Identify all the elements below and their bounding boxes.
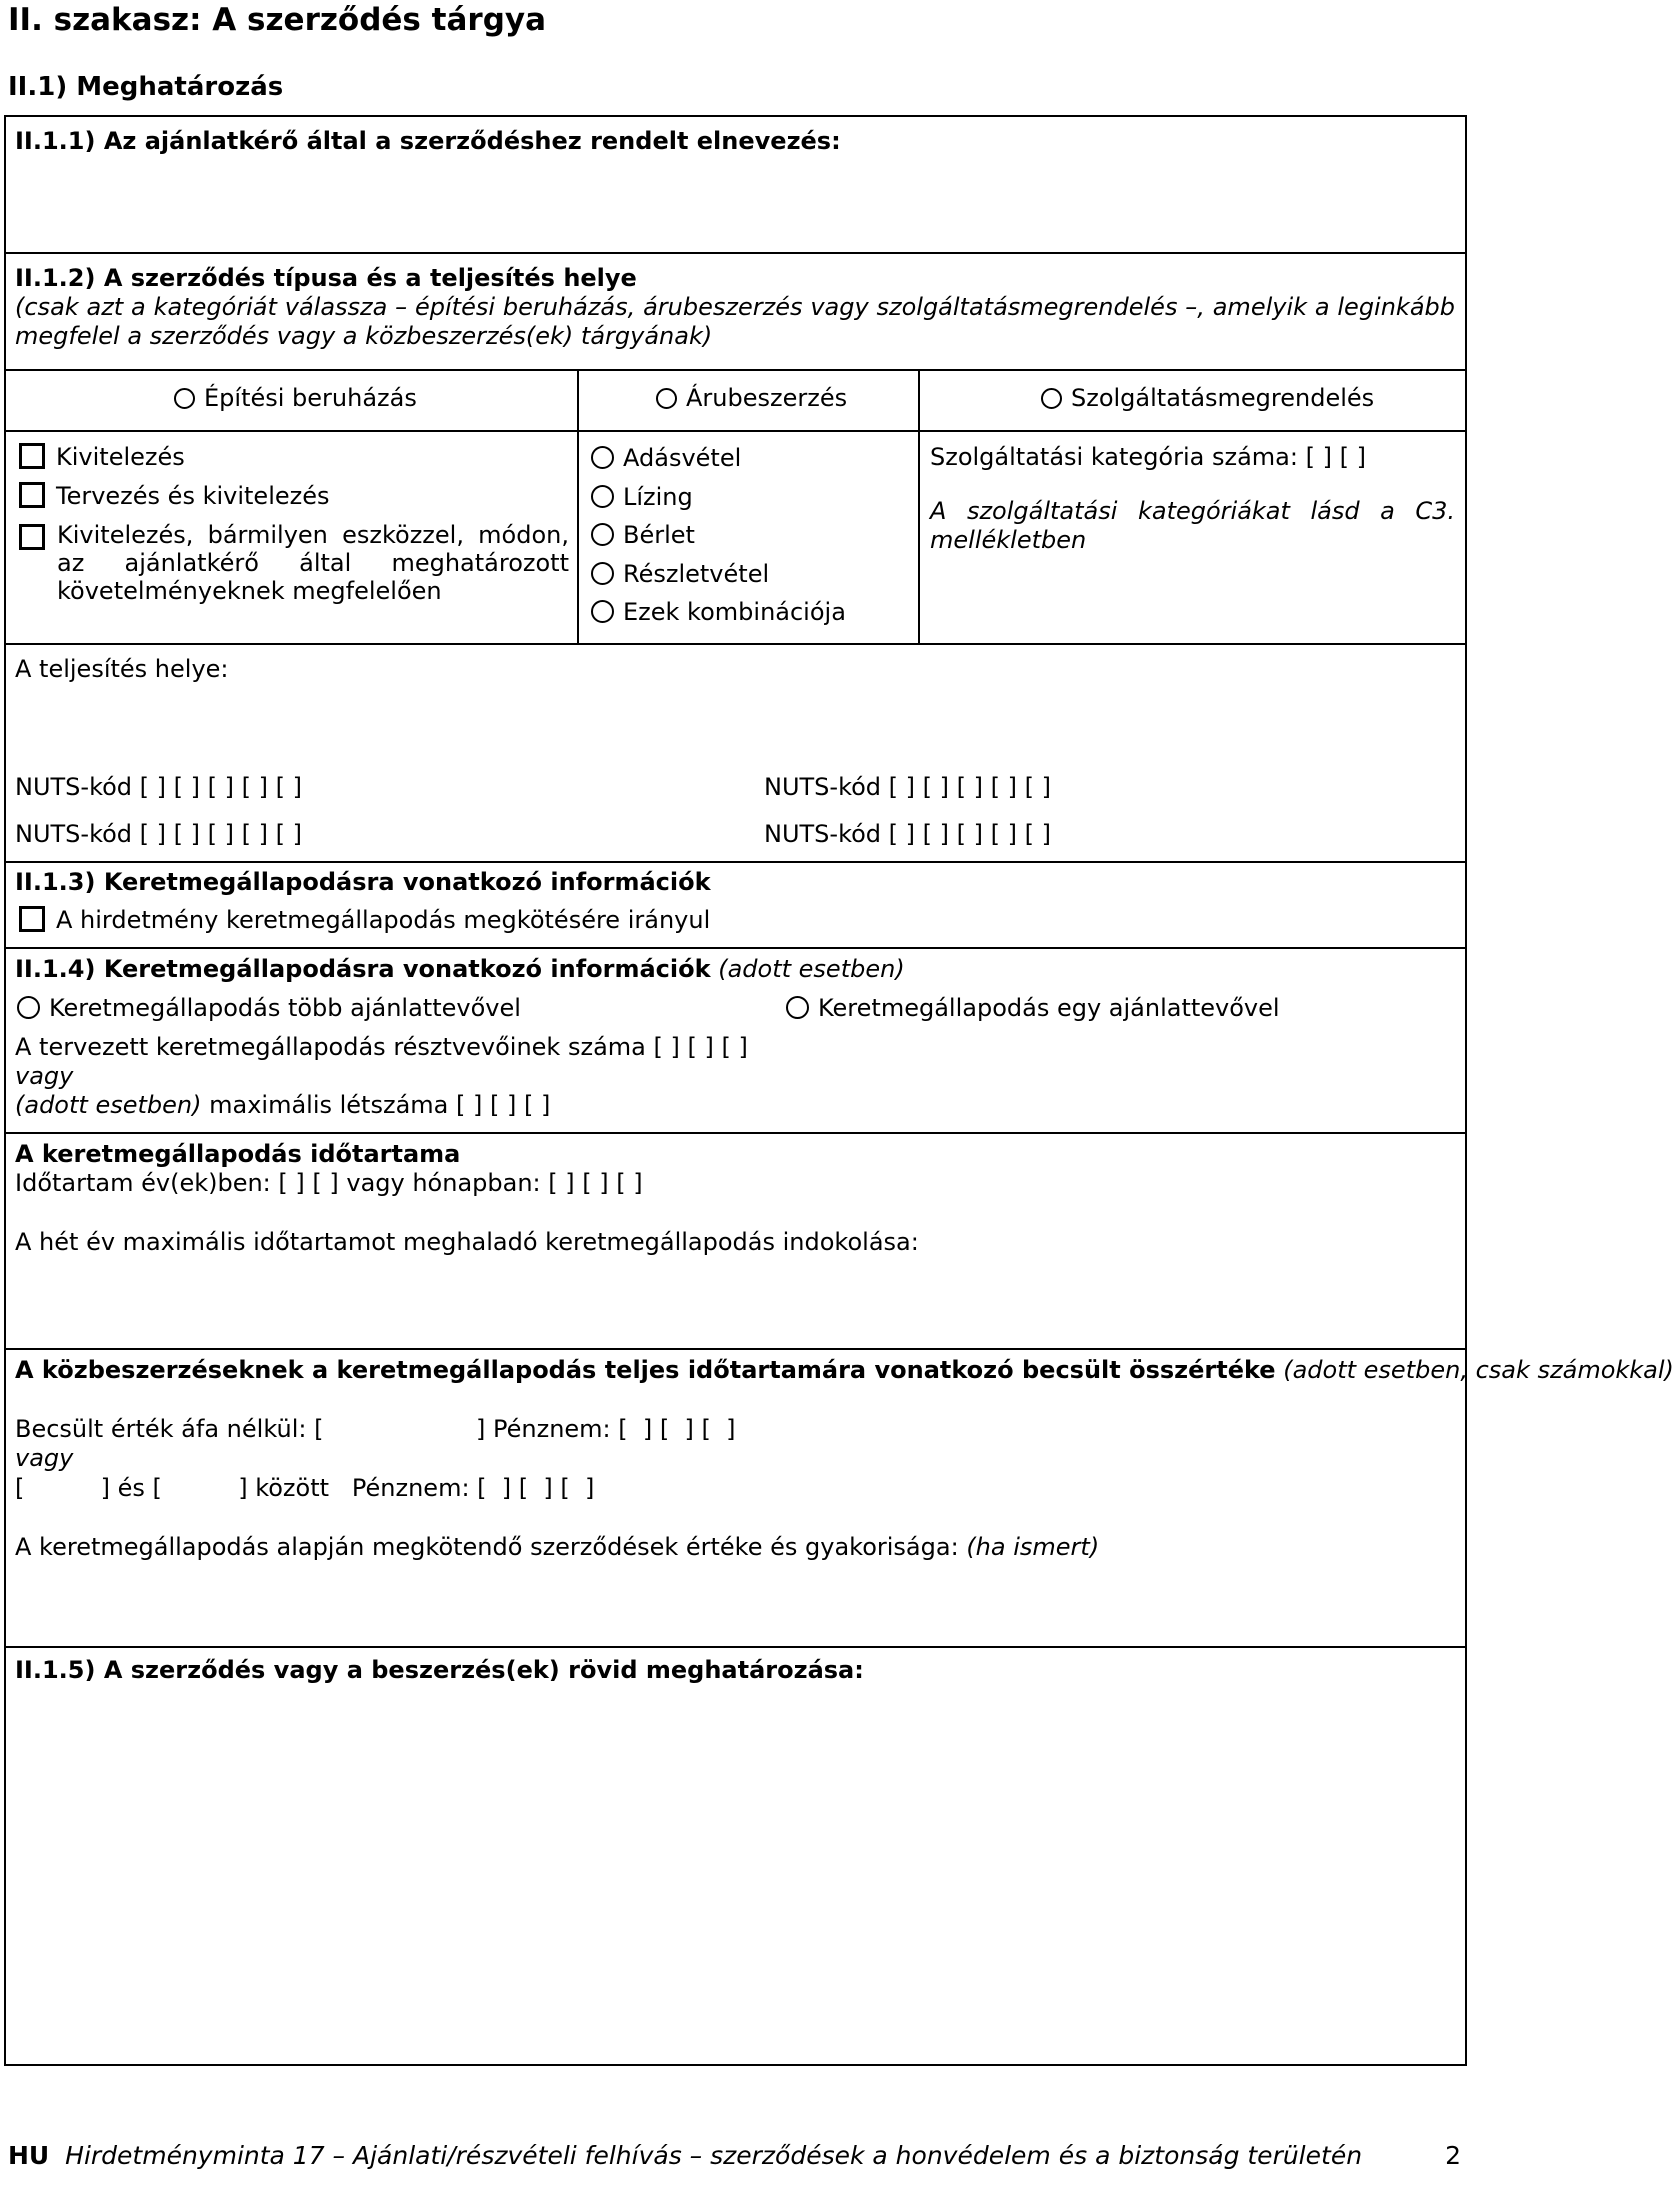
works-option[interactable]	[19, 482, 330, 510]
column-divider	[577, 369, 579, 644]
works-option-label: Tervezés és kivitelezés	[56, 482, 330, 510]
page-footer	[8, 2141, 1362, 2170]
or-label: vagy	[15, 1444, 74, 1472]
works-label: Építési beruházás	[204, 384, 417, 412]
divider	[4, 861, 1467, 863]
supplies-radio[interactable]	[656, 388, 677, 409]
framework-multi-radio[interactable]	[17, 996, 40, 1019]
framework-checkbox[interactable]	[19, 906, 45, 932]
supplies-option[interactable]	[591, 521, 695, 549]
divider	[4, 643, 1467, 645]
works-checkbox[interactable]	[19, 443, 45, 469]
divider	[4, 430, 1467, 432]
framework-option[interactable]	[19, 906, 710, 934]
works-option[interactable]	[19, 521, 569, 605]
supplies-option-label: Ezek kombinációja	[623, 598, 846, 626]
divider	[4, 1348, 1467, 1350]
frame-left-border	[4, 115, 6, 2065]
divider	[4, 369, 1467, 371]
estimated-value-note: (adott esetben, csak számokkal)	[1283, 1356, 1674, 1384]
participants-field[interactable]: A tervezett keretmegállapodás résztvevőinek száma [ ] [ ] [ ]	[15, 1033, 748, 1061]
frequency-note: (ha ismert)	[966, 1533, 1100, 1561]
divider	[4, 1132, 1467, 1134]
or-label: vagy	[15, 1062, 74, 1090]
supplies-option-radio[interactable]	[591, 562, 614, 585]
supplies-option-label: Lízing	[623, 483, 693, 511]
supplies-option[interactable]	[591, 483, 693, 511]
column-divider	[918, 369, 920, 644]
framework-multi-label: Keretmegállapodás több ajánlattevővel	[49, 994, 521, 1022]
supplies-option-radio[interactable]	[591, 523, 614, 546]
max-participants-note: (adott esetben)	[15, 1091, 202, 1119]
supplies-option-radio[interactable]	[591, 485, 614, 508]
framework-details-heading	[15, 955, 905, 983]
frequency-text: A keretmegállapodás alapján megkötendő szerződések értéke és gyakorisága:	[15, 1533, 959, 1561]
place-label: A teljesítés helye:	[15, 655, 229, 683]
framework-option-label: A hirdetmény keretmegállapodás megkötésére irányul	[56, 906, 711, 934]
frequency-label	[15, 1533, 1099, 1561]
duration-field[interactable]: Időtartam év(ek)ben: [ ] [ ] vagy hónapban: [ ] [ ] [ ]	[15, 1169, 643, 1197]
supplies-option-radio[interactable]	[591, 600, 614, 623]
short-description-heading: II.1.5) A szerződés vagy a beszerzés(ek) rövid meghatározása:	[15, 1656, 864, 1684]
framework-details-title: II.1.4) Keretmegállapodásra vonatkozó információk	[15, 955, 711, 983]
footer-language: HU	[8, 2141, 50, 2170]
duration-heading: A keretmegállapodás időtartama	[15, 1140, 461, 1168]
framework-details-note: (adott esetben)	[718, 955, 905, 983]
services-radio[interactable]	[1041, 388, 1062, 409]
supplies-option[interactable]	[591, 444, 741, 472]
framework-single-radio[interactable]	[786, 996, 809, 1019]
page-number: 2	[1445, 2141, 1461, 2170]
framework-single-option[interactable]	[786, 994, 1280, 1022]
nuts-code-field[interactable]: NUTS-kód [ ] [ ] [ ] [ ] [ ]	[15, 820, 302, 848]
supplies-option-radio[interactable]	[591, 446, 614, 469]
footer-text: Hirdetményminta 17 – Ajánlati/részvételi felhívás – szerződések a honvédelem és a biztonság területén	[65, 2141, 1363, 2170]
divider	[4, 1646, 1467, 1648]
supplies-label: Árubeszerzés	[686, 384, 848, 412]
nuts-code-field[interactable]: NUTS-kód [ ] [ ] [ ] [ ] [ ]	[764, 820, 1051, 848]
service-category-note: A szolgáltatási kategóriákat lásd a C3. mellékletben	[930, 497, 1455, 554]
framework-multi-option[interactable]	[17, 994, 521, 1022]
nuts-code-field[interactable]: NUTS-kód [ ] [ ] [ ] [ ] [ ]	[15, 773, 302, 801]
contract-type-heading: II.1.2) A szerződés típusa és a teljesítés helye	[15, 264, 637, 292]
value-range-field[interactable]: [ ] és [ ] között Pénznem: [ ] [ ] [ ]	[15, 1474, 595, 1502]
works-radio[interactable]	[174, 388, 195, 409]
services-header[interactable]	[1041, 384, 1374, 412]
nuts-code-field[interactable]: NUTS-kód [ ] [ ] [ ] [ ] [ ]	[764, 773, 1051, 801]
elnevezes-heading: II.1.1) Az ajánlatkérő által a szerződéshez rendelt elnevezés:	[15, 127, 841, 155]
divider	[4, 115, 1467, 117]
frame-right-border	[1465, 115, 1467, 2065]
estimated-value-heading	[15, 1356, 1674, 1384]
max-participants-label: maximális létszáma [ ] [ ] [ ]	[209, 1091, 551, 1119]
works-option[interactable]	[19, 443, 185, 471]
supplies-option[interactable]	[591, 560, 769, 588]
estimated-value-title: A közbeszerzéseknek a keretmegállapodás teljes időtartamára vonatkozó becsült összértéke	[15, 1356, 1276, 1384]
max-participants-field[interactable]	[15, 1091, 550, 1119]
works-header[interactable]	[174, 384, 417, 412]
framework-info-heading: II.1.3) Keretmegállapodásra vonatkozó információk	[15, 868, 711, 896]
works-option-label: Kivitelezés	[56, 443, 185, 471]
supplies-option-label: Részletvétel	[623, 560, 770, 588]
divider	[4, 947, 1467, 949]
supplies-header[interactable]	[656, 384, 847, 412]
divider	[4, 2064, 1467, 2066]
supplies-option[interactable]	[591, 598, 846, 626]
supplies-option-label: Adásvétel	[623, 444, 742, 472]
framework-single-label: Keretmegállapodás egy ajánlattevővel	[818, 994, 1280, 1022]
justification-label: A hét év maximális időtartamot meghaladó keretmegállapodás indokolása:	[15, 1228, 919, 1256]
estimated-value-field[interactable]: Becsült érték áfa nélkül: [ ] Pénznem: [ ] [ ] [ ]	[15, 1415, 736, 1443]
section-title: II. szakasz: A szerződés tárgya	[8, 2, 547, 38]
service-category-field[interactable]: Szolgáltatási kategória száma: [ ] [ ]	[930, 443, 1366, 471]
contract-type-note: (csak azt a kategóriát válassza – építési beruházás, árubeszerzés vagy szolgáltatásmegrendelés –, amelyik a leginkább megfelel a szerződés vagy a közbeszerzés(ek) tárgyának)	[15, 293, 1455, 350]
divider	[4, 252, 1467, 254]
works-option-label: Kivitelezés, bármilyen eszközzel, módon, az ajánlatkérő által meghatározott követelményeknek megfelelően	[57, 521, 569, 605]
works-checkbox[interactable]	[19, 524, 45, 550]
subsection-heading: II.1) Meghatározás	[8, 72, 284, 102]
works-checkbox[interactable]	[19, 482, 45, 508]
services-label: Szolgáltatásmegrendelés	[1071, 384, 1375, 412]
supplies-option-label: Bérlet	[623, 521, 695, 549]
